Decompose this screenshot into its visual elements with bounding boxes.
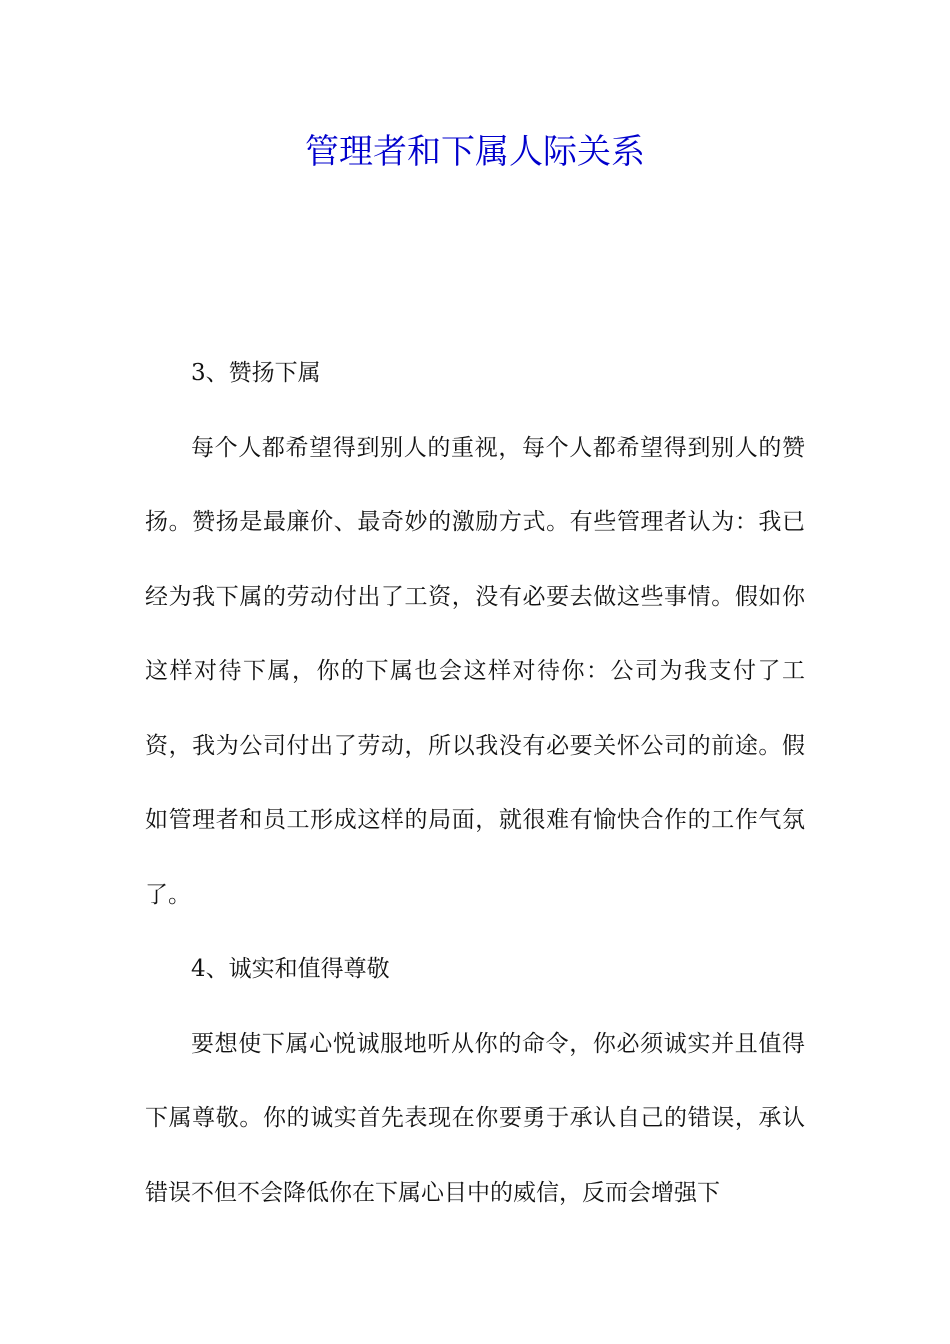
section-heading-3: 3、赞扬下属	[191, 360, 321, 386]
section-paragraph-4: 要想使下属心悦诚服地听从你的命令，你必须诚实并且值得下属尊敬。你的诚实首先表现在你要勇于承认自己的错误，承认错误不但不会降低你在下属心目中的威信，反而会增强下	[145, 1030, 805, 1206]
document-title: 管理者和下属人际关系	[305, 132, 645, 172]
section-paragraph-3: 每个人都希望得到别人的重视，每个人都希望得到别人的赞扬。赞扬是最廉价、最奇妙的激励方式。有些管理者认为：我已经为我下属的劳动付出了工资，没有必要去做这些事情。假如你这样对待下属，你的下属也会这样对待你：公司为我支付了工资，我为公司付出了劳动，所以我没有必要关怀公司的前途。假如管理者和员工形成这样的局面，就很难有愉快合作的工作气氛了。	[145, 434, 805, 908]
document-body	[145, 336, 805, 1230]
section-heading-4: 4、诚实和值得尊敬	[191, 956, 390, 982]
